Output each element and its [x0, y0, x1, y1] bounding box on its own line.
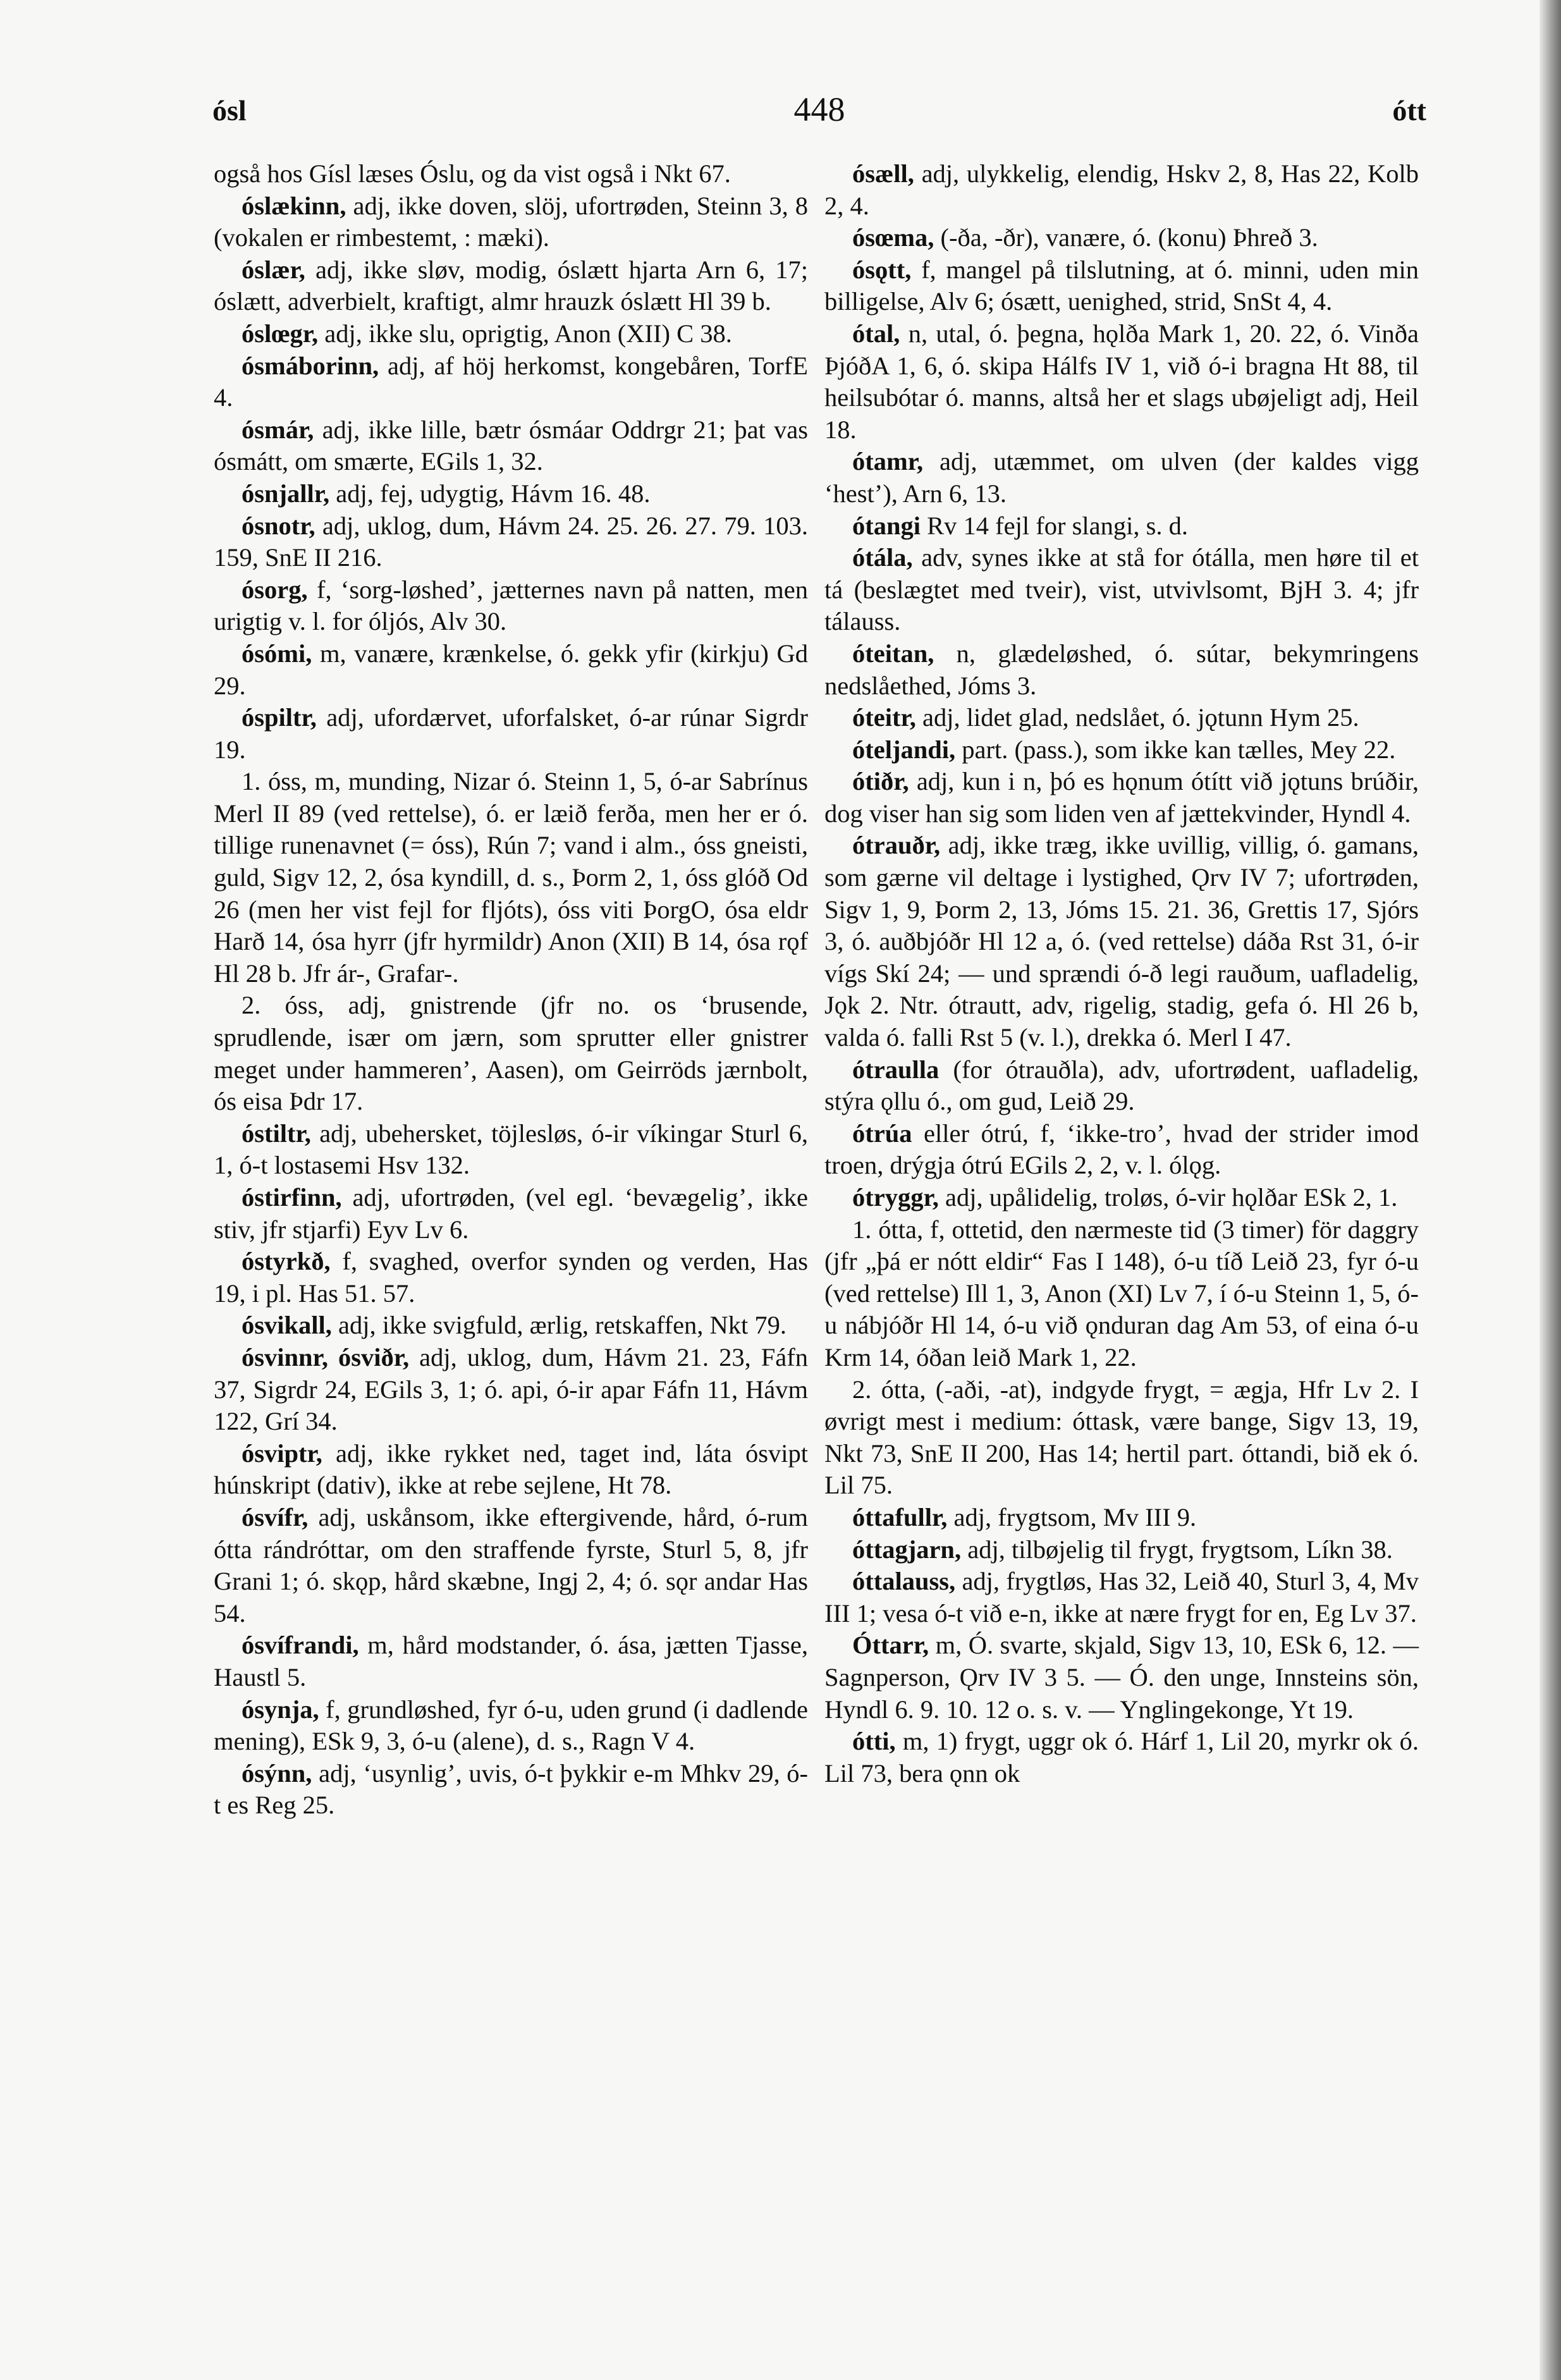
dictionary-entry: [214, 190, 808, 254]
entry-headword: ósmáborinn,: [242, 351, 379, 380]
page-number: 448: [793, 90, 845, 128]
entry-headword: óstiltr,: [242, 1119, 311, 1148]
entry-headword: ótraulla: [852, 1055, 940, 1084]
dictionary-entry: [824, 1374, 1419, 1502]
entry-headword: óteitr,: [852, 703, 916, 732]
dictionary-entry: [214, 1502, 808, 1629]
entry-headword: ótrúa: [852, 1119, 912, 1148]
entry-headword: ótryggr,: [852, 1183, 939, 1211]
dictionary-entry: [824, 1566, 1419, 1629]
dictionary-entry: [214, 1118, 808, 1182]
entry-text: m, vanære, krænkelse, ó. gekk yfir (kirkju) Gd 29.: [214, 639, 808, 700]
entry-headword: ósœma,: [852, 223, 934, 252]
entry-headword: ósómi,: [242, 639, 312, 668]
entry-headword: Óttarr,: [852, 1631, 929, 1660]
dictionary-entry: [824, 702, 1419, 734]
page-header: [212, 90, 1426, 138]
dictionary-entry: [214, 510, 808, 574]
entry-text: adj, lidet glad, nedslået, ó. jǫtunn Hym 25.: [915, 703, 1359, 732]
entry-headword: óteljandi,: [852, 735, 956, 764]
dictionary-entry: [824, 1726, 1419, 1789]
entry-text: adj, uskånsom, ikke eftergivende, hård, ó-rum ótta rándróttar, om den straffende fyrste, Sturl 5, 8, jfr Grani 1; ó. skǫp, hård skæbne, Ingj 2, 4; ó. sǫr andar Has 54.: [214, 1502, 808, 1628]
entry-text: adj, fej, udygtig, Hávm 16. 48.: [329, 479, 651, 508]
entry-headword: ótti,: [852, 1727, 896, 1756]
entry-text: adj, ikke sløv, modig, óslætt hjarta Arn 6, 17; óslætt, adverbielt, kraftigt, almr hrauzk óslætt Hl 39 b.: [214, 255, 808, 316]
entry-headword: óspiltr,: [242, 703, 317, 732]
dictionary-entry: [214, 990, 808, 1117]
dictionary-entry: [214, 574, 808, 638]
entry-headword: ósæll,: [852, 159, 914, 188]
entry-headword: ótála,: [852, 543, 913, 572]
dictionary-entry: [214, 766, 808, 990]
entry-text: adj, ufordærvet, uforfalsket, ó-ar rúnar Sigrdr 19.: [214, 703, 808, 764]
entry-text: adj, tilbøjelig til frygt, frygtsom, Líkn 38.: [961, 1535, 1393, 1564]
entry-headword: ósvífr,: [242, 1502, 309, 1531]
dictionary-entry: [824, 510, 1419, 543]
dictionary-entry: [824, 1182, 1419, 1214]
dictionary-entry: [214, 1629, 808, 1693]
dictionary-entry: [214, 1246, 808, 1310]
dictionary-entry: [824, 830, 1419, 1053]
entry-headword: óteitan,: [852, 639, 934, 668]
entry-text: adj, utæmmet, om ulven (der kaldes vigg ‘hest’), Arn 6, 13.: [824, 447, 1419, 508]
entry-headword: ótangi: [852, 511, 921, 540]
entry-text: (for ótrauðla), adv, ufortrødent, uafladelig, stýra ǫllu ó., om gud, Leið 29.: [824, 1055, 1419, 1116]
entry-headword: óslækinn,: [242, 191, 346, 220]
dictionary-entry: [214, 318, 808, 350]
entry-headword: ósmár,: [242, 415, 314, 444]
entry-text: 2. óss, adj, gnistrende (jfr no. os ‘brusende, sprudlende, især om jærn, som sprutter eller gnistrer meget under hammeren’, Aasen), om Geirröds jærnbolt, ós eisa Þdr 17.: [214, 991, 808, 1116]
entry-text: adj, ‘usynlig’, uvis, ó-t þykkir e-m Mhkv 29, ó-t es Reg 25.: [214, 1758, 808, 1820]
entry-headword: óttagjarn,: [852, 1535, 962, 1564]
entry-text: f, grundløshed, fyr ó-u, uden grund (i dadlende mening), ESk 9, 3, ó-u (alene), d. s., Ragn V 4.: [214, 1695, 808, 1756]
entry-text: adj, ikke træg, ikke uvillig, villig, ó. gamans, som gærne vil deltage i lystighed, Ǫrv IV 7; ufortrøden, Sigv 1, 9, Þorm 2, 13, Jóms 15. 21. 36, Grettis 17, Sjórs 3, ó. auðbjóðr Hl 12 a, ó. (ved rettelse) dáða Rst 31, ó-ir vígs Skí 24; — und sprændi ó-ð legi rauðum, uafladelig, Jǫk 2. Ntr. ótrautt, adv, rigelig, stadig, gefa ó. Hl 26 b, valda ó. falli Rst 5 (v. l.), drekka ó. Merl I 47.: [824, 831, 1419, 1052]
entry-text: adj, ubehersket, töjlesløs, ó-ir víkingar Sturl 6, 1, ó-t lostasemi Hsv 132.: [214, 1119, 808, 1180]
entry-text: Rv 14 fejl for slangi, s. d.: [921, 511, 1188, 540]
dictionary-entry: [214, 1438, 808, 1502]
entry-headword: ósnjallr,: [242, 479, 330, 508]
entry-text: også hos Gísl læses Óslu, og da vist også i Nkt 67.: [214, 159, 731, 188]
dictionary-entry: [214, 350, 808, 414]
dictionary-entry: [824, 158, 1419, 222]
entry-text: 2. ótta, (-aði, -at), indgyde frygt, = ægja, Hfr Lv 2. I øvrigt mest i medium: óttask, være bange, Sigv 13, 19, Nkt 73, SnE II 200, Has 14; hertil part. óttandi, bið ek ó. Lil 75.: [824, 1375, 1419, 1500]
dictionary-entry: [824, 734, 1419, 766]
entry-headword: ósviptr,: [242, 1438, 322, 1468]
entry-headword: óttalauss,: [852, 1567, 956, 1596]
entry-text: adj, ikke slu, oprigtig, Anon (XII) C 38.: [318, 319, 732, 348]
entry-headword: ósynja,: [242, 1695, 319, 1724]
entry-text: adj, uklog, dum, Hávm 21. 23, Fáfn 37, Sigrdr 24, EGils 3, 1; ó. api, ó-ir apar Fáfn 11, Hávm 122, Grí 34.: [214, 1342, 808, 1436]
dictionary-entry: [824, 254, 1419, 318]
entry-headword: ósýnn,: [242, 1758, 312, 1788]
entry-text: adj, ikke rykket ned, taget ind, láta ósvipt húnskript (dativ), ikke at rebe sejlene, Ht 78.: [214, 1438, 808, 1500]
entry-headword: ósvífrandi,: [242, 1631, 359, 1660]
dictionary-entry: [824, 1214, 1419, 1374]
dictionary-entry: [824, 318, 1419, 446]
right-column: [824, 158, 1419, 1789]
dictionary-entry: [824, 1534, 1419, 1566]
dictionary-entry: [824, 1118, 1419, 1182]
scan-page-edge: [1540, 0, 1561, 2380]
entry-headword: óslœgr,: [242, 319, 319, 348]
entry-headword: óstyrkð,: [242, 1247, 331, 1276]
right-guide-word: ótt: [1392, 94, 1426, 126]
dictionary-entry: [214, 1694, 808, 1758]
dictionary-entry: [824, 446, 1419, 510]
entry-headword: óslær,: [242, 255, 305, 284]
dictionary-entry: [214, 414, 808, 478]
dictionary-entry: [824, 1629, 1419, 1726]
entry-text: 1. óss, m, munding, Nizar ó. Steinn 1, 5, ó-ar Sabrínus Merl II 89 (ved rettelse), ó. er læið ferða, men her er ó. tillige runenavnet (= óss), Rún 7; vand i alm., óss gneisti, guld, Sigv 12, 2, ósa kyndill, d. s., Þorm 2, 1, óss glóð Od 26 (men her vist fejl for fljóts), óss viti ÞorgO, ósa eldr Harð 14, ósa hyrr (jfr hyrmildr) Anon (XII) B 14, ósa rǫf Hl 28 b. Jfr ár-, Grafar-.: [214, 767, 808, 988]
entry-text: 1. ótta, f, ottetid, den nærmeste tid (3 timer) för daggry (jfr „þá er nótt eldir“ Fas I 148), ó-u tíð Leið 23, fyr ó-u (ved rettelse) Ill 1, 3, Anon (XI) Lv 7, í ó-u Steinn 1, 5, ó-u nábjóðr Hl 14, ó-u við ǫnduran dag Am 53, of eina ó-u Krm 14, óðan leið Mark 1, 22.: [824, 1215, 1419, 1371]
entry-headword: ótrauðr,: [852, 831, 941, 860]
dictionary-entry: [214, 1310, 808, 1342]
entry-text: adj, ufortrøden, (vel egl. ‘bevægelig’, ikke stiv, jfr stjarfi) Eyv Lv 6.: [214, 1183, 808, 1244]
dictionary-entry: [824, 638, 1419, 702]
entry-text: adj, ikke svigfuld, ærlig, retskaffen, Nkt 79.: [331, 1311, 787, 1340]
entry-text: m, Ó. svarte, skjald, Sigv 13, 10, ESk 6, 12. — Sagnperson, Ǫrv IV 3 5. — Ó. den unge, Innsteins sön, Hyndl 6. 9. 10. 12 o. s. v. — Ynglingekonge, Yt 19.: [824, 1631, 1419, 1724]
dictionary-entry: [824, 222, 1419, 254]
entry-text: adj, uklog, dum, Hávm 24. 25. 26. 27. 79. 103. 159, SnE II 216.: [214, 511, 808, 572]
entry-headword: ótiðr,: [852, 767, 909, 796]
entry-headword: ósvikall,: [242, 1311, 332, 1340]
dictionary-entry: [214, 254, 808, 318]
dictionary-entry: [214, 158, 808, 190]
entry-text: adj, frygtsom, Mv III 9.: [947, 1502, 1197, 1531]
entry-text: m, 1) frygt, uggr ok ó. Hárf 1, Lil 20, myrkr ok ó. Lil 73, bera ǫnn ok: [824, 1727, 1419, 1788]
dictionary-entry: [214, 478, 808, 510]
entry-text: adj, ikke doven, slöj, ufortrøden, Steinn 3, 8 (vokalen er rimbestemt, : mæki).: [214, 191, 808, 252]
entry-text: eller ótrú, f, ‘ikke-tro’, hvad der strider imod troen, drýgja ótrú EGils 2, 2, v. l. ólǫg.: [824, 1119, 1419, 1180]
entry-text: adj, af höj herkomst, kongebåren, TorfE 4.: [214, 351, 808, 412]
dictionary-entry: [824, 766, 1419, 830]
entry-headword: ósorg,: [242, 575, 308, 604]
dictionary-entry: [214, 702, 808, 766]
entry-text: n, glædeløshed, ó. sútar, bekymringens nedslåethed, Jóms 3.: [824, 639, 1419, 700]
entry-text: f, mangel på tilslutning, at ó. minni, uden min billigelse, Alv 6; ósætt, uenighed, strid, SnSt 4, 4.: [824, 255, 1419, 316]
entry-text: adj, upålidelig, troløs, ó-vir hǫlðar ESk 2, 1.: [938, 1183, 1398, 1211]
dictionary-entry: [824, 1502, 1419, 1534]
dictionary-entry: [824, 542, 1419, 638]
entry-text: adj, kun i n, þó es hǫnum ótítt við jǫtuns brúðir, dog viser han sig som liden ven af jættekvinder, Hyndl 4.: [824, 767, 1419, 828]
entry-headword: óttafullr,: [852, 1502, 948, 1531]
entry-headword: ósǫtt,: [852, 255, 912, 284]
entry-text: m, hård modstander, ó. ása, jætten Tjasse, Haustl 5.: [214, 1631, 808, 1691]
entry-text: f, svaghed, overfor synden og verden, Has 19, i pl. Has 51. 57.: [214, 1247, 808, 1308]
entry-headword: ótal,: [852, 319, 900, 348]
dictionary-entry: [824, 1054, 1419, 1118]
entry-text: adj, ulykkelig, elendig, Hskv 2, 8, Has 22, Kolb 2, 4.: [824, 159, 1419, 220]
entry-text: adv, synes ikke at stå for ótálla, men høre til et tá (beslægtet med tveir), vist, utvivlsomt, BjH 3. 4; jfr tálauss.: [824, 543, 1419, 636]
dictionary-entry: [214, 1182, 808, 1246]
entry-headword: ósnotr,: [242, 511, 315, 540]
dictionary-entry: [214, 1758, 808, 1822]
entry-text: adj, ikke lille, bætr ósmáar Oddrgr 21; þat vas ósmátt, om smærte, EGils 1, 32.: [214, 415, 808, 476]
entry-text: part. (pass.), som ikke kan tælles, Mey 22.: [955, 735, 1396, 764]
entry-text: f, ‘sorg-løshed’, jætternes navn på natten, men urigtig v. l. for óljós, Alv 30.: [214, 575, 808, 636]
left-column: [214, 158, 808, 1822]
entry-text: adj, frygtløs, Has 32, Leið 40, Sturl 3, 4, Mv III 1; vesa ó-t við e-n, ikke at nære frygt for en, Eg Lv 37.: [824, 1567, 1419, 1628]
entry-headword: ótamr,: [852, 447, 924, 476]
entry-headword: ósvinnr, ósviðr,: [242, 1342, 410, 1371]
entry-headword: óstirfinn,: [242, 1183, 342, 1211]
entry-text: n, utal, ó. þegna, hǫlða Mark 1, 20. 22, ó. Vinða ÞjóðA 1, 6, ó. skipa Hálfs IV 1, við ó-i bragna Ht 88, til heilsubótar ó. manns, altså her et slags ubøjeligt adj, Heil 18.: [824, 319, 1419, 444]
entry-text: (-ða, -ðr), vanære, ó. (konu) Þhreð 3.: [934, 223, 1318, 252]
left-guide-word: ósl: [212, 94, 247, 126]
dictionary-entry: [214, 638, 808, 702]
dictionary-entry: [214, 1342, 808, 1438]
